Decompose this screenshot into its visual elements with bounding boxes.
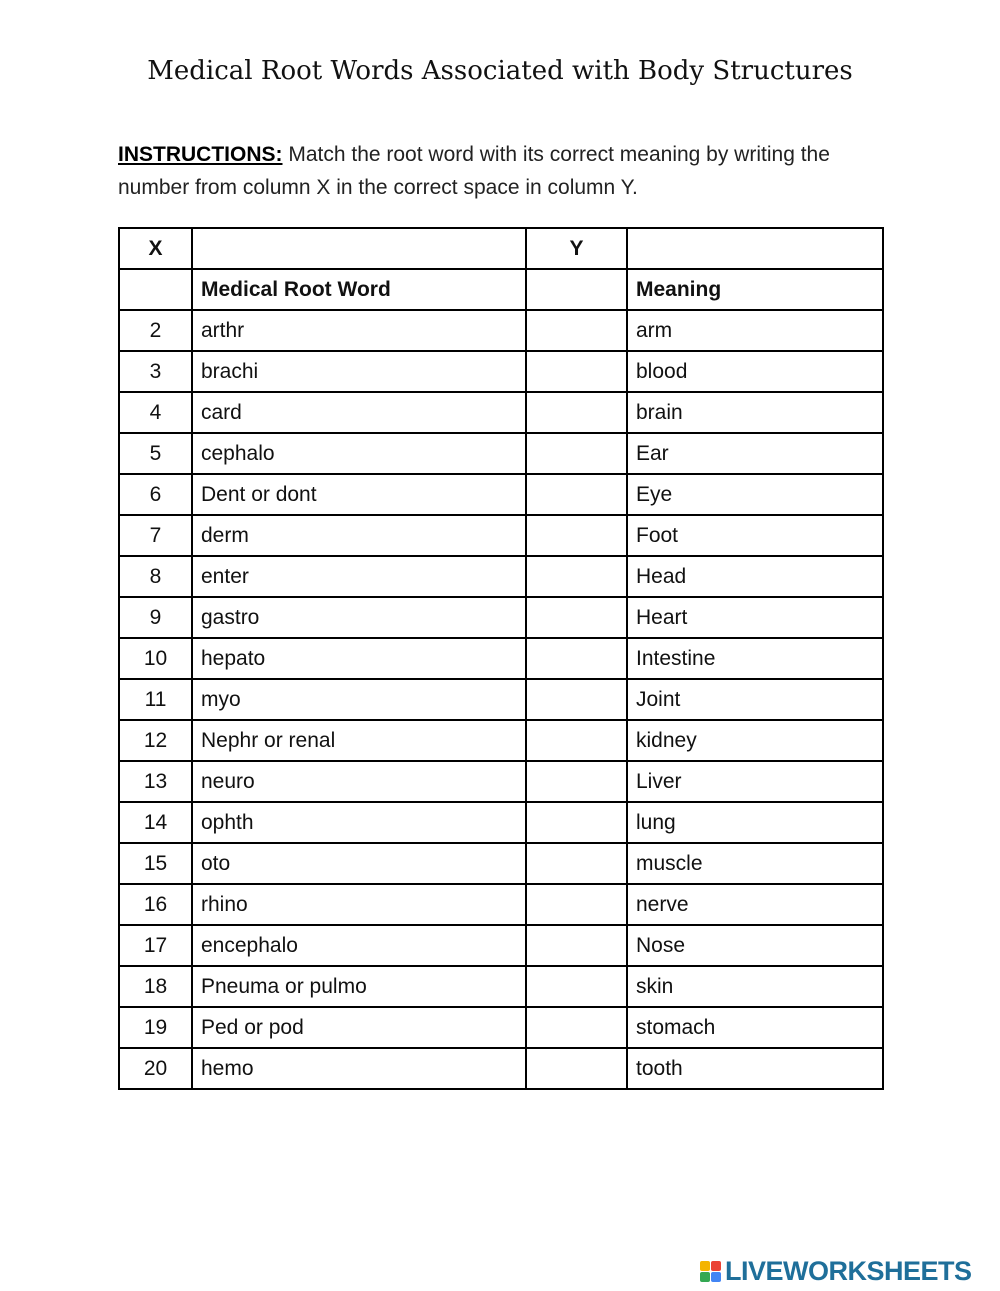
table-row [119, 720, 883, 761]
root-word-cell: Dent or dont [192, 474, 526, 515]
root-word-cell: cephalo [192, 433, 526, 474]
meaning-cell: stomach [627, 1007, 883, 1048]
liveworksheets-logo [700, 1254, 972, 1288]
empty-subheader-cell [526, 269, 627, 310]
table-row [119, 433, 883, 474]
meaning-cell: Joint [627, 679, 883, 720]
answer-input-cell[interactable] [526, 884, 627, 925]
root-word-cell: hemo [192, 1048, 526, 1089]
table-row [119, 310, 883, 351]
meaning-cell: Ear [627, 433, 883, 474]
root-word-cell: Pneuma or pulmo [192, 966, 526, 1007]
root-word-cell: brachi [192, 351, 526, 392]
root-number-cell: 15 [119, 843, 192, 884]
root-number-cell: 10 [119, 638, 192, 679]
answer-input-cell[interactable] [526, 761, 627, 802]
answer-input-cell[interactable] [526, 392, 627, 433]
root-number-cell: 4 [119, 392, 192, 433]
page-title: Medical Root Words Associated with Body Structures [147, 56, 853, 86]
empty-subheader-cell [119, 269, 192, 310]
meaning-header: Meaning [627, 269, 883, 310]
root-number-cell: 7 [119, 515, 192, 556]
matching-table [118, 227, 884, 1090]
root-number-cell: 8 [119, 556, 192, 597]
table-row [119, 474, 883, 515]
meaning-cell: Intestine [627, 638, 883, 679]
meaning-cell: lung [627, 802, 883, 843]
table-row [119, 843, 883, 884]
table-row [119, 884, 883, 925]
meaning-cell: tooth [627, 1048, 883, 1089]
root-word-cell: hepato [192, 638, 526, 679]
answer-input-cell[interactable] [526, 679, 627, 720]
root-number-cell: 16 [119, 884, 192, 925]
meaning-cell: Foot [627, 515, 883, 556]
table-row [119, 966, 883, 1007]
table-row [119, 515, 883, 556]
root-word-cell: derm [192, 515, 526, 556]
meaning-cell: skin [627, 966, 883, 1007]
meaning-cell: Liver [627, 761, 883, 802]
answer-input-cell[interactable] [526, 843, 627, 884]
instructions [118, 138, 888, 204]
meaning-cell: kidney [627, 720, 883, 761]
meaning-cell: brain [627, 392, 883, 433]
table-row [119, 351, 883, 392]
answer-input-cell[interactable] [526, 474, 627, 515]
root-word-cell: rhino [192, 884, 526, 925]
root-number-cell: 6 [119, 474, 192, 515]
answer-input-cell[interactable] [526, 597, 627, 638]
answer-input-cell[interactable] [526, 925, 627, 966]
answer-input-cell[interactable] [526, 1007, 627, 1048]
table-row [119, 638, 883, 679]
root-number-cell: 5 [119, 433, 192, 474]
medical-root-word-header: Medical Root Word [192, 269, 526, 310]
column-y-header: Y [526, 228, 627, 269]
root-number-cell: 2 [119, 310, 192, 351]
root-number-cell: 17 [119, 925, 192, 966]
answer-input-cell[interactable] [526, 351, 627, 392]
table-row [119, 761, 883, 802]
root-word-cell: enter [192, 556, 526, 597]
answer-input-cell[interactable] [526, 310, 627, 351]
root-word-cell: gastro [192, 597, 526, 638]
meaning-cell: nerve [627, 884, 883, 925]
meaning-cell: Head [627, 556, 883, 597]
table-row [119, 556, 883, 597]
answer-input-cell[interactable] [526, 433, 627, 474]
root-number-cell: 9 [119, 597, 192, 638]
meaning-cell: Nose [627, 925, 883, 966]
root-number-cell: 18 [119, 966, 192, 1007]
answer-input-cell[interactable] [526, 720, 627, 761]
liveworksheets-logo-icon [700, 1261, 721, 1282]
instructions-text: Match the root word with its correct meaning by writing the number from column X in the correct space in column Y. [118, 143, 830, 199]
root-word-cell: card [192, 392, 526, 433]
root-number-cell: 14 [119, 802, 192, 843]
liveworksheets-brand-text: LIVEWORKSHEETS [725, 1255, 972, 1286]
column-x-header: X [119, 228, 192, 269]
table-row [119, 802, 883, 843]
meaning-cell: Heart [627, 597, 883, 638]
root-word-cell: ophth [192, 802, 526, 843]
table-row [119, 1007, 883, 1048]
root-number-cell: 11 [119, 679, 192, 720]
root-number-cell: 19 [119, 1007, 192, 1048]
empty-header-cell [627, 228, 883, 269]
root-word-cell: oto [192, 843, 526, 884]
meaning-cell: muscle [627, 843, 883, 884]
answer-input-cell[interactable] [526, 515, 627, 556]
table-row [119, 1048, 883, 1089]
meaning-cell: blood [627, 351, 883, 392]
root-number-cell: 3 [119, 351, 192, 392]
table-row [119, 597, 883, 638]
answer-input-cell[interactable] [526, 556, 627, 597]
table-row [119, 925, 883, 966]
root-word-cell: arthr [192, 310, 526, 351]
root-word-cell: myo [192, 679, 526, 720]
table-header-row [119, 228, 883, 269]
instructions-label: INSTRUCTIONS: [118, 143, 283, 166]
root-word-cell: encephalo [192, 925, 526, 966]
answer-input-cell[interactable] [526, 966, 627, 1007]
answer-input-cell[interactable] [526, 638, 627, 679]
root-word-cell: neuro [192, 761, 526, 802]
meaning-cell: Eye [627, 474, 883, 515]
root-word-cell: Ped or pod [192, 1007, 526, 1048]
root-number-cell: 12 [119, 720, 192, 761]
meaning-cell: arm [627, 310, 883, 351]
table-row [119, 392, 883, 433]
root-word-cell: Nephr or renal [192, 720, 526, 761]
table-subheader-row [119, 269, 883, 310]
answer-input-cell[interactable] [526, 802, 627, 843]
empty-header-cell [192, 228, 526, 269]
table-row [119, 679, 883, 720]
root-number-cell: 20 [119, 1048, 192, 1089]
root-number-cell: 13 [119, 761, 192, 802]
answer-input-cell[interactable] [526, 1048, 627, 1089]
